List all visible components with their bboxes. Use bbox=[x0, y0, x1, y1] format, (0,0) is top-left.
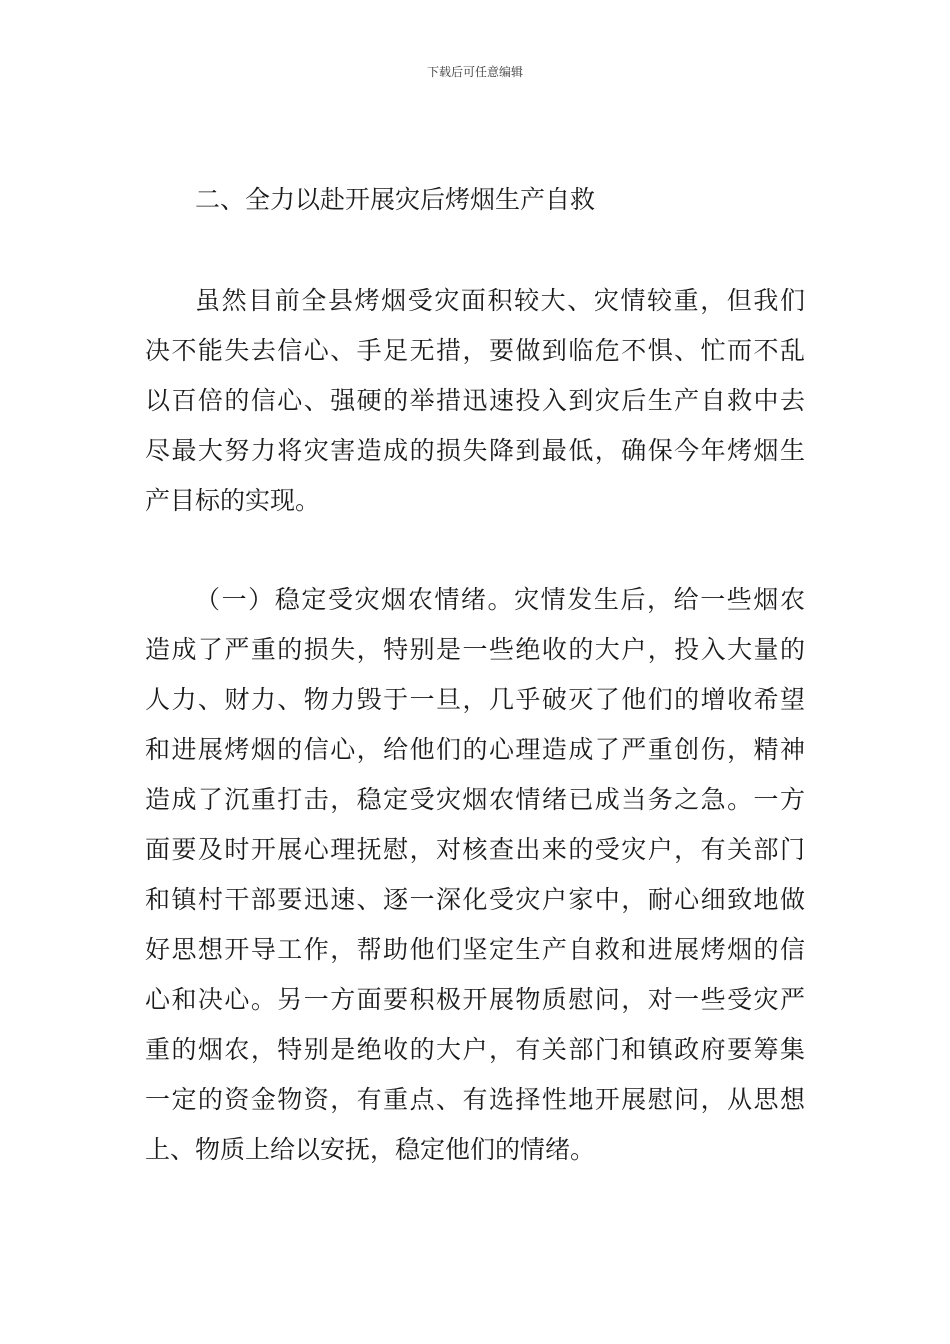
paragraph-line: 以百倍的信心、强硬的举措迅速投入到灾后生产自救中去 bbox=[145, 386, 805, 415]
paragraph-line: 上、物质上给以安抚，稳定他们的情绪。 bbox=[145, 1135, 596, 1164]
page-header: 下载后可任意编辑 bbox=[426, 65, 523, 79]
paragraph-line: 好思想开导工作，帮助他们坚定生产自救和进展烤烟的信 bbox=[145, 935, 805, 964]
paragraph-line: 尽最大努力将灾害造成的损失降到最低，确保今年烤烟生 bbox=[145, 436, 805, 465]
paragraph-line: 造成了严重的损失，特别是一些绝收的大户，投入大量的 bbox=[145, 635, 805, 664]
paragraph-disaster-relief-intro bbox=[145, 276, 805, 526]
paragraph-line: 和镇村干部要迅速、逐一深化受灾户家中，耐心细致地做 bbox=[145, 885, 805, 914]
paragraph-line: 造成了沉重打击，稳定受灾烟农情绪已成当务之急。一方 bbox=[145, 785, 805, 814]
paragraph-line: 一定的资金物资，有重点、有选择性地开展慰问，从思想 bbox=[145, 1085, 805, 1114]
section-heading: 二、全力以赴开展灾后烤烟生产自救 bbox=[195, 185, 596, 214]
paragraph-line: 产目标的实现。 bbox=[145, 486, 321, 515]
paragraph-line: 虽然目前全县烤烟受灾面积较大、灾情较重，但我们 bbox=[195, 286, 805, 315]
paragraph-line: 面要及时开展心理抚慰，对核查出来的受灾户，有关部门 bbox=[145, 835, 805, 864]
paragraph-line: 决不能失去信心、手足无措，要做到临危不惧、忙而不乱 bbox=[145, 336, 805, 365]
paragraph-line: （一）稳定受灾烟农情绪。灾情发生后，给一些烟农 bbox=[195, 585, 805, 614]
paragraph-line: 心和决心。另一方面要积极开展物质慰问，对一些受灾严 bbox=[145, 985, 805, 1014]
paragraph-line: 人力、财力、物力毁于一旦，几乎破灭了他们的增收希望 bbox=[145, 685, 805, 714]
paragraph-stabilize-farmers bbox=[145, 575, 805, 1175]
paragraph-line: 重的烟农，特别是绝收的大户，有关部门和镇政府要筹集 bbox=[145, 1035, 805, 1064]
paragraph-line: 和进展烤烟的信心，给他们的心理造成了严重创伤，精神 bbox=[145, 735, 805, 764]
